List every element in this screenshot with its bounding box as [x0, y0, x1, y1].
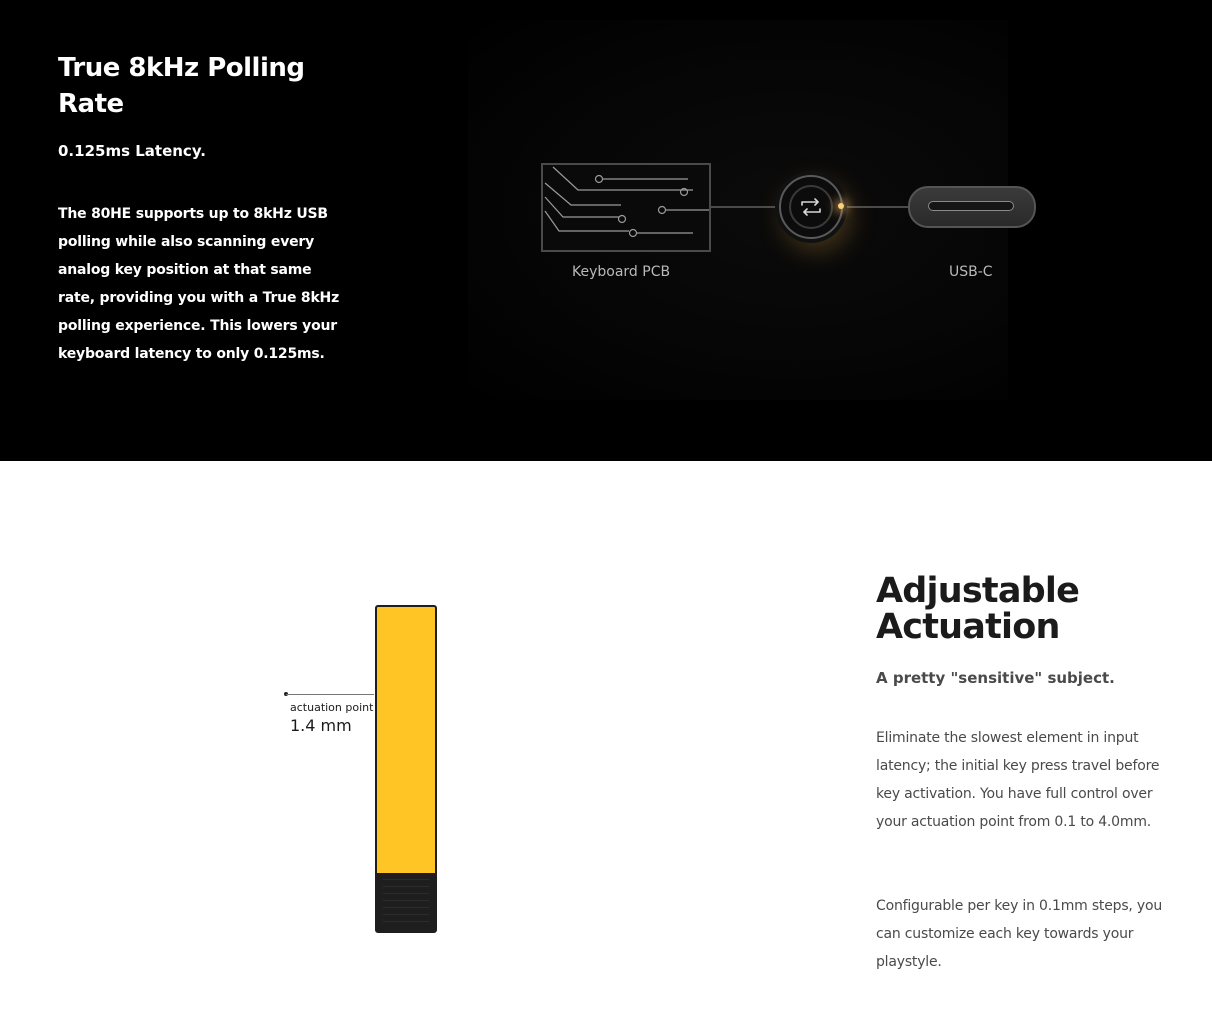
- keyboard-pcb-label: Keyboard PCB: [572, 264, 671, 280]
- adjustable-actuation-subtitle: A pretty "sensitive" subject.: [876, 669, 1115, 687]
- signal-glow: [838, 203, 844, 209]
- adjustable-actuation-description: Eliminate the slowest element in input latency; the initial key press travel before key activation. You have full control over your actuation point from 0.1 to 4.0mm.: [876, 730, 1160, 830]
- usb-c-icon: [908, 186, 1036, 228]
- adjustable-actuation-configuration: Configurable per key in 0.1mm steps, you can customize each key towards your playstyle.: [876, 898, 1163, 970]
- polling-rate-description: The 80HE supports up to 8kHz USB polling while also scanning every analog key position at that same rate, providing you with a True 8kHz polling experience. This lowers your keyboard latency to only 0.125ms.: [58, 206, 340, 362]
- key-stem-grooves: [383, 879, 429, 925]
- adjustable-actuation-title: Adjustable Actuation: [876, 571, 1080, 647]
- sync-arrows-icon: [798, 194, 824, 220]
- usb-connection-line: [841, 206, 909, 208]
- sync-node: [779, 175, 843, 239]
- actuation-point-value: 1.4 mm: [290, 716, 352, 735]
- key-travel-fill: [377, 607, 435, 875]
- keyboard-pcb-icon: [541, 163, 711, 252]
- actuation-point-line: [286, 694, 374, 695]
- polling-rate-title: True 8kHz Polling Rate: [58, 53, 305, 119]
- actuation-point-label: actuation point: [290, 701, 374, 714]
- key-travel-indicator: [375, 605, 437, 933]
- polling-rate-subtitle: 0.125ms Latency.: [58, 142, 206, 160]
- pcb-connection-line: [709, 206, 780, 208]
- usb-c-label: USB-C: [949, 264, 993, 280]
